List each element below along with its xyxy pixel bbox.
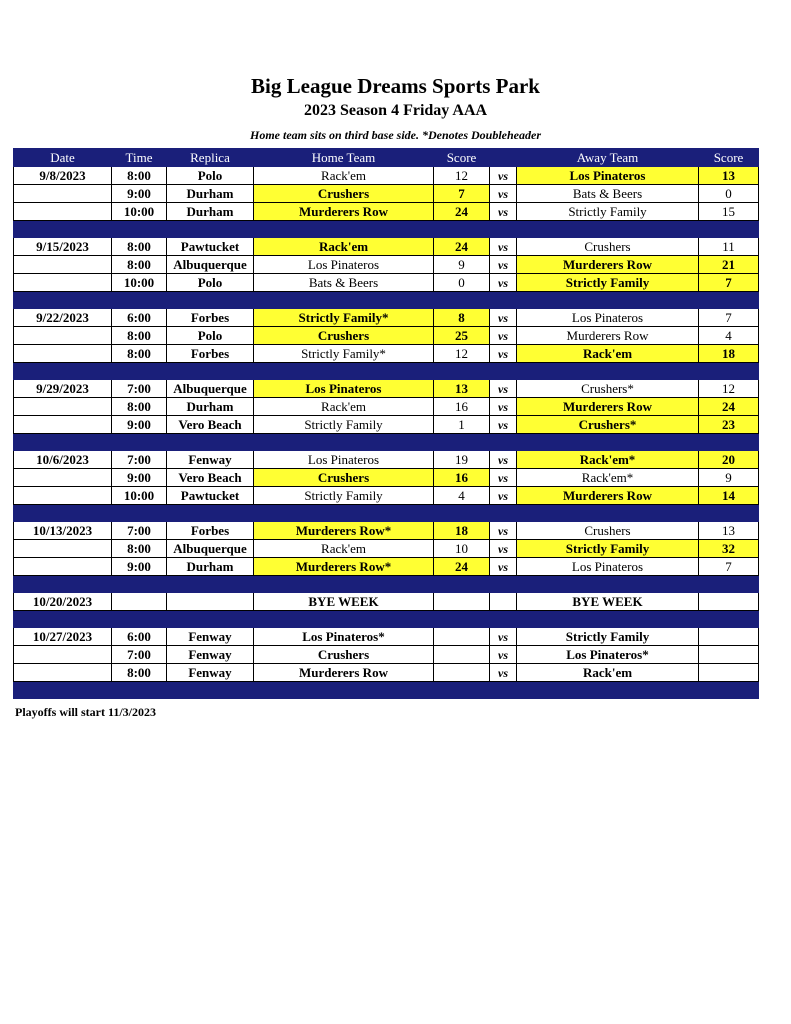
separator-cell bbox=[699, 505, 759, 522]
cell-date: 10/27/2023 bbox=[14, 628, 112, 646]
cell-vs: vs bbox=[490, 646, 517, 664]
cell-home-team: BYE WEEK bbox=[254, 593, 434, 611]
cell-home-score: 18 bbox=[434, 522, 490, 540]
cell-away-team: Crushers bbox=[517, 522, 699, 540]
cell-away-score bbox=[699, 664, 759, 682]
separator-cell bbox=[167, 221, 254, 238]
cell-date bbox=[14, 327, 112, 345]
cell-time bbox=[112, 593, 167, 611]
separator-cell bbox=[517, 434, 699, 451]
cell-time: 8:00 bbox=[112, 540, 167, 558]
cell-away-team: Rack'em bbox=[517, 664, 699, 682]
cell-away-score: 23 bbox=[699, 416, 759, 434]
separator-cell bbox=[517, 505, 699, 522]
separator-cell bbox=[490, 221, 517, 238]
cell-date bbox=[14, 398, 112, 416]
table-row bbox=[14, 487, 759, 505]
cell-vs: vs bbox=[490, 309, 517, 327]
table-row bbox=[14, 274, 759, 292]
cell-away-score: 14 bbox=[699, 487, 759, 505]
cell-away-score: 0 bbox=[699, 185, 759, 203]
table-row bbox=[14, 309, 759, 327]
separator-cell bbox=[254, 611, 434, 628]
cell-away-score: 18 bbox=[699, 345, 759, 363]
separator-cell bbox=[254, 292, 434, 309]
separator-cell bbox=[490, 682, 517, 699]
cell-date bbox=[14, 416, 112, 434]
table-row bbox=[14, 540, 759, 558]
cell-replica: Polo bbox=[167, 327, 254, 345]
cell-home-team: Murderers Row* bbox=[254, 558, 434, 576]
table-row bbox=[14, 558, 759, 576]
separator-cell bbox=[699, 576, 759, 593]
cell-home-score bbox=[434, 646, 490, 664]
cell-time: 8:00 bbox=[112, 398, 167, 416]
cell-replica: Pawtucket bbox=[167, 487, 254, 505]
separator-cell bbox=[434, 434, 490, 451]
cell-home-score: 16 bbox=[434, 469, 490, 487]
cell-home-score: 16 bbox=[434, 398, 490, 416]
cell-replica: Albuquerque bbox=[167, 380, 254, 398]
column-header-date: Date bbox=[14, 149, 112, 167]
separator-cell bbox=[254, 434, 434, 451]
separator-cell bbox=[167, 682, 254, 699]
separator-cell bbox=[517, 292, 699, 309]
cell-date: 9/29/2023 bbox=[14, 380, 112, 398]
cell-vs bbox=[490, 593, 517, 611]
separator-cell bbox=[167, 611, 254, 628]
cell-replica: Durham bbox=[167, 185, 254, 203]
cell-time: 9:00 bbox=[112, 185, 167, 203]
cell-replica: Polo bbox=[167, 274, 254, 292]
cell-replica: Pawtucket bbox=[167, 238, 254, 256]
cell-away-score: 32 bbox=[699, 540, 759, 558]
separator-cell bbox=[14, 434, 112, 451]
cell-time: 8:00 bbox=[112, 167, 167, 185]
cell-replica: Vero Beach bbox=[167, 469, 254, 487]
cell-home-score: 13 bbox=[434, 380, 490, 398]
separator-cell bbox=[112, 682, 167, 699]
cell-home-score: 0 bbox=[434, 274, 490, 292]
cell-date bbox=[14, 203, 112, 221]
cell-away-team: Crushers bbox=[517, 238, 699, 256]
cell-away-score: 12 bbox=[699, 380, 759, 398]
cell-away-score: 15 bbox=[699, 203, 759, 221]
separator-cell bbox=[14, 363, 112, 380]
cell-replica: Fenway bbox=[167, 628, 254, 646]
separator-cell bbox=[434, 363, 490, 380]
column-header-home-score: Score bbox=[434, 149, 490, 167]
cell-replica: Fenway bbox=[167, 664, 254, 682]
separator-cell bbox=[167, 434, 254, 451]
cell-home-score: 12 bbox=[434, 345, 490, 363]
separator-cell bbox=[434, 682, 490, 699]
cell-vs: vs bbox=[490, 558, 517, 576]
cell-date: 10/6/2023 bbox=[14, 451, 112, 469]
cell-time: 6:00 bbox=[112, 628, 167, 646]
cell-vs: vs bbox=[490, 540, 517, 558]
week-separator-row bbox=[14, 576, 759, 593]
cell-date bbox=[14, 185, 112, 203]
separator-cell bbox=[434, 576, 490, 593]
cell-home-score bbox=[434, 593, 490, 611]
cell-home-team: Rack'em bbox=[254, 167, 434, 185]
cell-away-team: Strictly Family bbox=[517, 274, 699, 292]
separator-cell bbox=[254, 682, 434, 699]
cell-home-team: Strictly Family* bbox=[254, 309, 434, 327]
cell-vs: vs bbox=[490, 664, 517, 682]
cell-replica: Forbes bbox=[167, 345, 254, 363]
cell-vs: vs bbox=[490, 256, 517, 274]
separator-cell bbox=[490, 611, 517, 628]
cell-away-score: 20 bbox=[699, 451, 759, 469]
cell-home-team: Rack'em bbox=[254, 398, 434, 416]
cell-away-team: Crushers* bbox=[517, 380, 699, 398]
cell-vs: vs bbox=[490, 274, 517, 292]
cell-away-score: 11 bbox=[699, 238, 759, 256]
cell-date bbox=[14, 646, 112, 664]
footer-note: Playoffs will start 11/3/2023 bbox=[15, 705, 156, 719]
cell-replica: Forbes bbox=[167, 522, 254, 540]
cell-away-team: Bats & Beers bbox=[517, 185, 699, 203]
cell-away-team: Rack'em bbox=[517, 345, 699, 363]
cell-home-team: Crushers bbox=[254, 185, 434, 203]
table-row bbox=[14, 398, 759, 416]
cell-replica: Polo bbox=[167, 167, 254, 185]
cell-replica: Fenway bbox=[167, 451, 254, 469]
separator-cell bbox=[112, 221, 167, 238]
table-row bbox=[14, 380, 759, 398]
separator-cell bbox=[14, 611, 112, 628]
cell-home-team: Strictly Family bbox=[254, 416, 434, 434]
cell-home-score bbox=[434, 664, 490, 682]
cell-vs: vs bbox=[490, 469, 517, 487]
separator-cell bbox=[517, 682, 699, 699]
cell-replica: Durham bbox=[167, 203, 254, 221]
column-header-home-team: Home Team bbox=[254, 149, 434, 167]
cell-vs: vs bbox=[490, 416, 517, 434]
separator-cell bbox=[434, 611, 490, 628]
separator-cell bbox=[699, 292, 759, 309]
cell-date: 9/15/2023 bbox=[14, 238, 112, 256]
cell-home-team: Murderers Row bbox=[254, 203, 434, 221]
cell-away-team: Strictly Family bbox=[517, 540, 699, 558]
separator-cell bbox=[14, 505, 112, 522]
cell-date bbox=[14, 487, 112, 505]
page-subtitle: 2023 Season 4 Friday AAA bbox=[303, 102, 488, 119]
table-row bbox=[14, 522, 759, 540]
column-header-vs bbox=[490, 149, 517, 167]
cell-home-team: Crushers bbox=[254, 327, 434, 345]
separator-cell bbox=[434, 505, 490, 522]
table-row bbox=[14, 469, 759, 487]
cell-home-score: 4 bbox=[434, 487, 490, 505]
cell-away-score bbox=[699, 646, 759, 664]
cell-away-score: 13 bbox=[699, 167, 759, 185]
cell-date: 10/20/2023 bbox=[14, 593, 112, 611]
cell-home-team: Los Pinateros bbox=[254, 256, 434, 274]
cell-away-team: Los Pinateros bbox=[517, 558, 699, 576]
table-row bbox=[14, 256, 759, 274]
cell-away-team: Rack'em* bbox=[517, 469, 699, 487]
cell-time: 8:00 bbox=[112, 256, 167, 274]
cell-time: 10:00 bbox=[112, 203, 167, 221]
separator-cell bbox=[14, 292, 112, 309]
cell-vs: vs bbox=[490, 238, 517, 256]
cell-time: 8:00 bbox=[112, 345, 167, 363]
separator-cell bbox=[517, 363, 699, 380]
cell-time: 6:00 bbox=[112, 309, 167, 327]
separator-cell bbox=[490, 505, 517, 522]
table-row bbox=[14, 646, 759, 664]
cell-home-score: 8 bbox=[434, 309, 490, 327]
separator-cell bbox=[434, 221, 490, 238]
separator-cell bbox=[490, 363, 517, 380]
cell-home-score: 10 bbox=[434, 540, 490, 558]
cell-time: 8:00 bbox=[112, 664, 167, 682]
cell-date bbox=[14, 558, 112, 576]
cell-away-score: 7 bbox=[699, 274, 759, 292]
separator-cell bbox=[699, 434, 759, 451]
separator-cell bbox=[517, 576, 699, 593]
separator-cell bbox=[490, 292, 517, 309]
separator-cell bbox=[112, 363, 167, 380]
cell-away-team: Murderers Row bbox=[517, 327, 699, 345]
cell-away-score: 24 bbox=[699, 398, 759, 416]
cell-away-team: Los Pinateros bbox=[517, 167, 699, 185]
cell-away-score: 13 bbox=[699, 522, 759, 540]
cell-home-score: 24 bbox=[434, 558, 490, 576]
cell-time: 8:00 bbox=[112, 327, 167, 345]
separator-cell bbox=[14, 221, 112, 238]
cell-time: 10:00 bbox=[112, 274, 167, 292]
cell-away-team: Murderers Row bbox=[517, 487, 699, 505]
cell-replica: Fenway bbox=[167, 646, 254, 664]
cell-vs: vs bbox=[490, 628, 517, 646]
cell-away-team: Murderers Row bbox=[517, 398, 699, 416]
week-separator-row bbox=[14, 611, 759, 628]
cell-replica: Durham bbox=[167, 398, 254, 416]
cell-home-team: Strictly Family bbox=[254, 487, 434, 505]
cell-time: 9:00 bbox=[112, 558, 167, 576]
separator-cell bbox=[699, 682, 759, 699]
cell-home-score: 7 bbox=[434, 185, 490, 203]
week-separator-row bbox=[14, 363, 759, 380]
separator-cell bbox=[254, 363, 434, 380]
cell-vs: vs bbox=[490, 487, 517, 505]
cell-vs: vs bbox=[490, 203, 517, 221]
separator-cell bbox=[167, 505, 254, 522]
separator-cell bbox=[112, 505, 167, 522]
cell-home-team: Murderers Row bbox=[254, 664, 434, 682]
cell-replica: Forbes bbox=[167, 309, 254, 327]
cell-home-team: Bats & Beers bbox=[254, 274, 434, 292]
cell-home-score: 25 bbox=[434, 327, 490, 345]
cell-home-team: Rack'em bbox=[254, 238, 434, 256]
separator-cell bbox=[112, 292, 167, 309]
table-row bbox=[14, 167, 759, 185]
cell-date: 9/8/2023 bbox=[14, 167, 112, 185]
separator-cell bbox=[112, 611, 167, 628]
cell-replica: Albuquerque bbox=[167, 256, 254, 274]
table-row bbox=[14, 185, 759, 203]
column-header-away-score: Score bbox=[699, 149, 759, 167]
cell-away-score: 21 bbox=[699, 256, 759, 274]
separator-cell bbox=[490, 576, 517, 593]
separator-cell bbox=[14, 682, 112, 699]
cell-vs: vs bbox=[490, 522, 517, 540]
cell-time: 9:00 bbox=[112, 469, 167, 487]
cell-home-team: Murderers Row* bbox=[254, 522, 434, 540]
header-row bbox=[14, 149, 759, 167]
cell-vs: vs bbox=[490, 451, 517, 469]
cell-replica: Vero Beach bbox=[167, 416, 254, 434]
cell-time: 10:00 bbox=[112, 487, 167, 505]
cell-home-score: 9 bbox=[434, 256, 490, 274]
cell-vs: vs bbox=[490, 185, 517, 203]
cell-vs: vs bbox=[490, 380, 517, 398]
cell-time: 7:00 bbox=[112, 451, 167, 469]
cell-away-team: Strictly Family bbox=[517, 203, 699, 221]
table-row bbox=[14, 203, 759, 221]
separator-cell bbox=[699, 611, 759, 628]
separator-cell bbox=[699, 221, 759, 238]
cell-replica bbox=[167, 593, 254, 611]
cell-away-score bbox=[699, 628, 759, 646]
cell-home-score: 1 bbox=[434, 416, 490, 434]
cell-away-team: Los Pinateros* bbox=[517, 646, 699, 664]
column-header-time: Time bbox=[112, 149, 167, 167]
cell-home-team: Strictly Family* bbox=[254, 345, 434, 363]
cell-date bbox=[14, 469, 112, 487]
cell-vs: vs bbox=[490, 398, 517, 416]
cell-time: 9:00 bbox=[112, 416, 167, 434]
page-note: Home team sits on third base side. *Denotes Doubleheader bbox=[250, 128, 541, 142]
cell-away-score: 9 bbox=[699, 469, 759, 487]
cell-date bbox=[14, 540, 112, 558]
separator-cell bbox=[254, 576, 434, 593]
cell-time: 7:00 bbox=[112, 522, 167, 540]
separator-cell bbox=[254, 221, 434, 238]
cell-replica: Albuquerque bbox=[167, 540, 254, 558]
page-title: Big League Dreams Sports Park bbox=[251, 74, 540, 98]
week-separator-row bbox=[14, 682, 759, 699]
cell-away-team: Strictly Family bbox=[517, 628, 699, 646]
table-row bbox=[14, 628, 759, 646]
cell-date bbox=[14, 256, 112, 274]
table-row bbox=[14, 416, 759, 434]
cell-time: 8:00 bbox=[112, 238, 167, 256]
separator-cell bbox=[112, 576, 167, 593]
table-row bbox=[14, 238, 759, 256]
cell-home-team: Crushers bbox=[254, 469, 434, 487]
cell-away-team: Rack'em* bbox=[517, 451, 699, 469]
cell-away-score: 7 bbox=[699, 309, 759, 327]
separator-cell bbox=[434, 292, 490, 309]
cell-time: 7:00 bbox=[112, 380, 167, 398]
separator-cell bbox=[167, 576, 254, 593]
cell-date: 10/13/2023 bbox=[14, 522, 112, 540]
cell-home-team: Los Pinateros* bbox=[254, 628, 434, 646]
cell-away-team: Murderers Row bbox=[517, 256, 699, 274]
cell-away-score: 7 bbox=[699, 558, 759, 576]
cell-away-score: 4 bbox=[699, 327, 759, 345]
cell-home-team: Los Pinateros bbox=[254, 380, 434, 398]
table-row bbox=[14, 327, 759, 345]
week-separator-row bbox=[14, 292, 759, 309]
cell-home-score: 24 bbox=[434, 238, 490, 256]
table-row bbox=[14, 345, 759, 363]
separator-cell bbox=[490, 434, 517, 451]
column-header-away-team: Away Team bbox=[517, 149, 699, 167]
separator-cell bbox=[254, 505, 434, 522]
schedule-body bbox=[14, 167, 759, 699]
cell-date: 9/22/2023 bbox=[14, 309, 112, 327]
table-row bbox=[14, 451, 759, 469]
cell-home-score bbox=[434, 628, 490, 646]
cell-replica: Durham bbox=[167, 558, 254, 576]
cell-vs: vs bbox=[490, 345, 517, 363]
cell-vs: vs bbox=[490, 167, 517, 185]
cell-home-score: 12 bbox=[434, 167, 490, 185]
cell-date bbox=[14, 274, 112, 292]
cell-home-team: Los Pinateros bbox=[254, 451, 434, 469]
cell-time: 7:00 bbox=[112, 646, 167, 664]
table-row bbox=[14, 593, 759, 611]
separator-cell bbox=[167, 292, 254, 309]
cell-date bbox=[14, 664, 112, 682]
cell-home-team: Rack'em bbox=[254, 540, 434, 558]
separator-cell bbox=[167, 363, 254, 380]
separator-cell bbox=[517, 221, 699, 238]
cell-date bbox=[14, 345, 112, 363]
week-separator-row bbox=[14, 505, 759, 522]
column-header-replica: Replica bbox=[167, 149, 254, 167]
separator-cell bbox=[112, 434, 167, 451]
cell-home-score: 19 bbox=[434, 451, 490, 469]
schedule-table bbox=[13, 148, 759, 699]
separator-cell bbox=[14, 576, 112, 593]
cell-vs: vs bbox=[490, 327, 517, 345]
separator-cell bbox=[517, 611, 699, 628]
cell-away-team: BYE WEEK bbox=[517, 593, 699, 611]
cell-home-score: 24 bbox=[434, 203, 490, 221]
week-separator-row bbox=[14, 434, 759, 451]
cell-home-team: Crushers bbox=[254, 646, 434, 664]
table-row bbox=[14, 664, 759, 682]
cell-away-team: Crushers* bbox=[517, 416, 699, 434]
separator-cell bbox=[699, 363, 759, 380]
cell-away-score bbox=[699, 593, 759, 611]
cell-away-team: Los Pinateros bbox=[517, 309, 699, 327]
week-separator-row bbox=[14, 221, 759, 238]
